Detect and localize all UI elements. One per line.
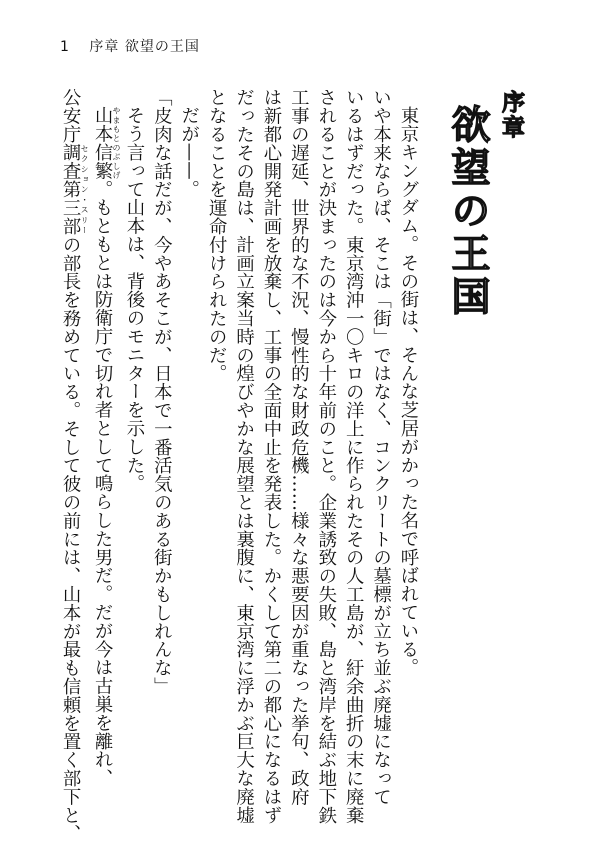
section-name: 調査第三部 セクション・スリー [60,143,90,236]
chapter-label: 序章 [498,90,524,140]
running-title: 序章 欲望の王国 [89,39,200,55]
text-line: となることを運命付けられたのだ。 [206,88,228,383]
page-number: 1 [60,39,70,55]
text-line: だったその島は、計画立案当時の煌びやかな展望とは裏腹に、東京湾に浮かぶ巨大な廃墟 [233,88,255,824]
name-ruby: やまもとのぶしげ [112,106,122,180]
character-name: 山本信繁 やまもとのぶしげ [92,106,122,180]
text-line: 山本信繁 やまもとのぶしげ。もともとは防衛庁で切れ者として鳴らした男だ。だが今は古巣を離れ、 [92,106,122,788]
text-line: そう言って山本は、背後のモニターを示した。 [123,106,145,493]
chapter-heading [445,90,528,319]
text-line: は新都心開発計画を放棄し、工事の全面中止を発表した。かくして第二の都心になるはず [260,88,282,824]
body-text [32,88,422,843]
text-line: いや本来ならば、そこは「街」ではなく、コンクリートの墓標が立ち並ぶ廃墟になって [370,88,392,806]
text-line: 工事の遅延、世界的な不況、慢性的な財政危機……様々な悪要因が重なった挙句、政府 [288,88,310,806]
section-ruby: セクション・スリー [80,143,90,236]
text-line: だが——。 [178,106,200,199]
chapter-title: 欲望の王国 [445,104,490,319]
text-line: 公安庁調査第三部 セクション・スリーの部長を務めている。そして彼の前には、山本が最も信頼を置く部下と、 [60,88,90,843]
text-line: されることが決まったのは今から十年前のこと。企業誘致の失敗、島と湾岸を結ぶ地下鉄 [315,88,337,824]
text-line: 東京キングダム。その街は、そんな芝居がかった名で呼ばれている。 [398,106,419,677]
text-line: いるはずだった。東京湾沖一〇キロの洋上に作られたその人工島が、紆余曲折の末に廃棄 [343,88,365,824]
dialogue-line: 「皮肉な話だが、今やあそこが、日本で一番活気のある街かもしれんな」 [151,88,173,696]
running-header [60,36,200,56]
